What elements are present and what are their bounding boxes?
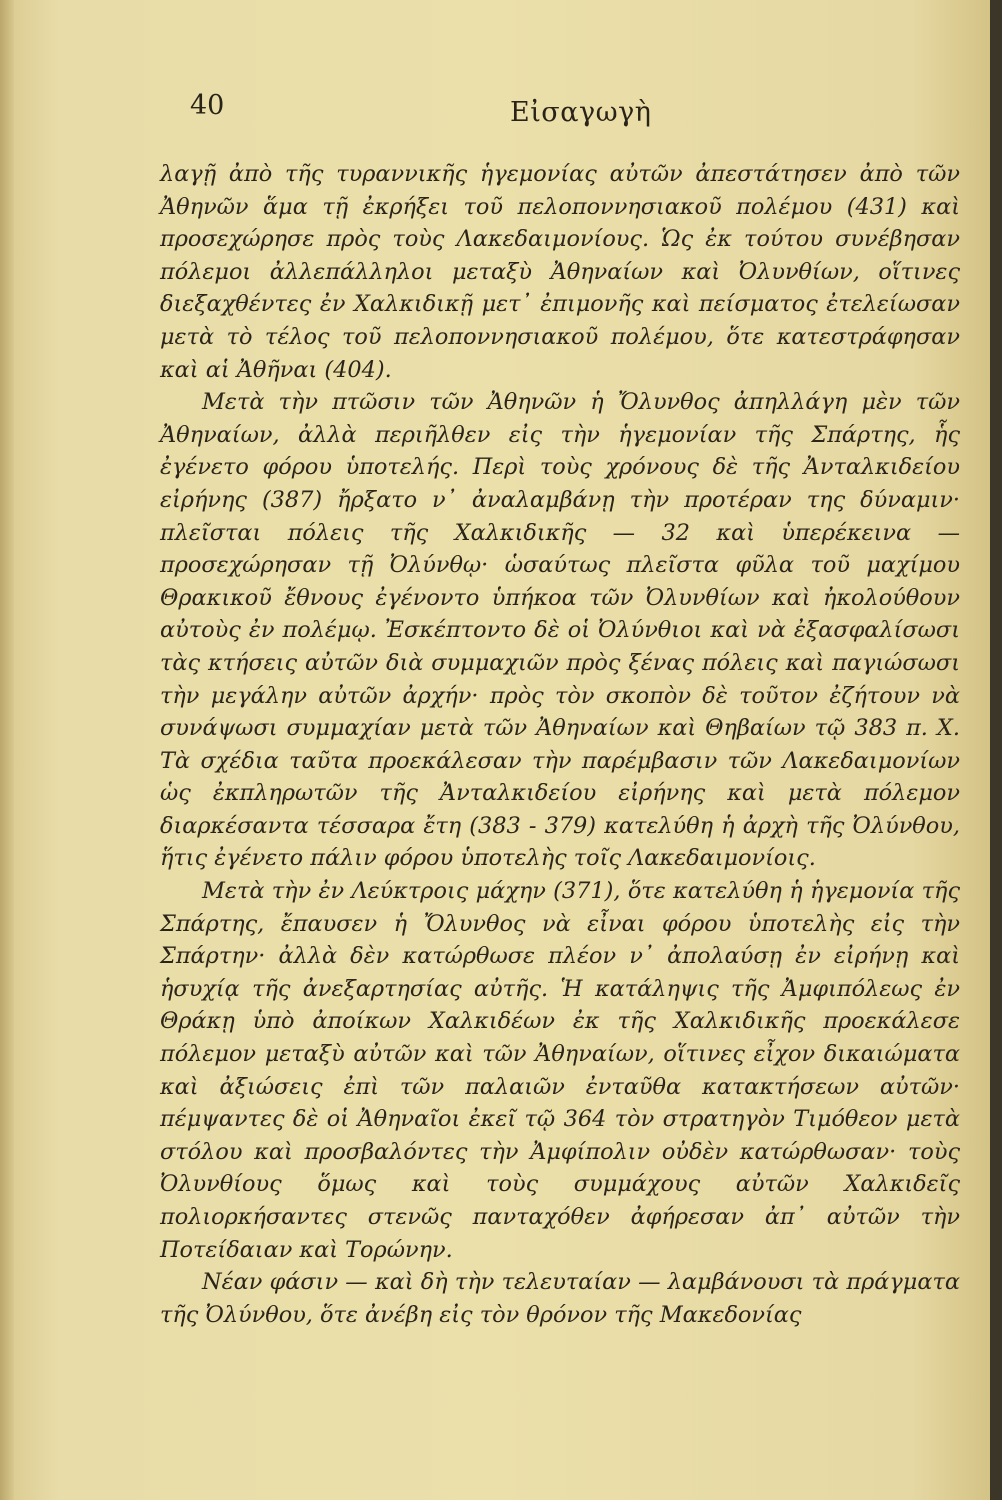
paragraph-3: Μετὰ τὴν ἐν Λεύκτροις μάχην (371), ὅτε κατελύθη ἡ ἡγεμονία τῆς Σπάρτης, ἔπαυσεν ἡ Ὄλυνθος νὰ εἶναι φόρου ὑποτελὴς εἰς τὴν Σπάρτην· ἀλλὰ δὲν κατώρθωσε πλέον ν᾽ ἀπολαύσῃ ἐν εἰρήνῃ καὶ ἡσυχίᾳ τῆς ἀνεξαρτησίας αὐτῆς. Ἡ κατάληψις τῆς Ἀμφιπόλεως ἐν Θράκῃ ὑπὸ ἀποίκων Χαλκιδέων ἐκ τῆς Χαλκιδικῆς προεκάλεσε πόλεμον μεταξὺ αὐτῶν καὶ τῶν Ἀθηναίων, οἵτινες εἶχον δικαιώματα καὶ ἀξιώσεις ἐπὶ τῶν παλαιῶν ἐνταῦθα κατακτήσεων αὐτῶν· πέμψαντες δὲ οἱ Ἀθηναῖοι ἐκεῖ τῷ 364 τὸν στρατηγὸν Τιμόθεον μετὰ στόλου καὶ προσβαλόντες τὴν Ἀμφίπολιν οὐδὲν κατώρθωσαν· τοὺς Ὀλυνθίους ὅμως καὶ τοὺς συμμάχους αὐτῶν Χαλκιδεῖς πολιορκήσαντες στενῶς πανταχόθεν ἀφήρεσαν ἀπ᾽ αὐτῶν τὴν Ποτείδαιαν καὶ Τορώνην. — [160, 878, 960, 1263]
paragraph-4: Νέαν φάσιν — καὶ δὴ τὴν τελευταίαν — λαμβάνουσι τὰ πράγματα τῆς Ὀλύνθου, ὅτε ἀνέβη εἰς τὸν θρόνον τῆς Μακεδονίας — [160, 1269, 960, 1328]
scan-edge — [990, 0, 1002, 1500]
page-number: 40 — [190, 90, 225, 121]
body-text — [160, 158, 960, 1331]
paragraph-2: Μετὰ τὴν πτῶσιν τῶν Ἀθηνῶν ἡ Ὄλυνθος ἀπηλλάγη μὲν τῶν Ἀθηναίων, ἀλλὰ περιῆλθεν εἰς τὴν ἡγεμονίαν τῆς Σπάρτης, ἧς ἐγένετο φόρου ὑποτελής. Περὶ τοὺς χρόνους δὲ τῆς Ἀνταλκιδείου εἰρήνης (387) ἤρξατο ν᾽ ἀναλαμβάνῃ τὴν προτέραν της δύναμιν· πλεῖσται πόλεις τῆς Χαλκιδικῆς — 32 καὶ ὑπερέκεινα — προσεχώρησαν τῇ Ὀλύνθῳ· ὡσαύτως πλεῖστα φῦλα τοῦ μαχίμου Θρακικοῦ ἔθνους ἐγένοντο ὑπήκοα τῶν Ὀλυνθίων καὶ ἠκολούθουν αὐτοὺς ἐν πολέμῳ. Ἐσκέπτοντο δὲ οἱ Ὀλύνθιοι καὶ νὰ ἐξασφαλίσωσι τὰς κτήσεις αὐτῶν διὰ συμμαχιῶν πρὸς ξένας πόλεις καὶ παγιώσωσι τὴν μεγάλην αὐτῶν ἀρχήν· πρὸς τὸν σκοπὸν δὲ τοῦτον ἐζήτουν νὰ συνάψωσι συμμαχίαν μετὰ τῶν Ἀθηναίων καὶ Θηβαίων τῷ 383 π. Χ. Τὰ σχέδια ταῦτα προεκάλεσαν τὴν παρέμβασιν τῶν Λακεδαιμονίων ὡς ἐκπληρωτῶν τῆς Ἀνταλκιδείου εἰρήνης καὶ μετὰ πόλεμον διαρκέσαντα τέσσαρα ἔτη (383 - 379) κατελύθη ἡ ἀρχὴ τῆς Ὀλύνθου, ἥτις ἐγένετο πάλιν φόρου ὑποτελὴς τοῖς Λακεδαιμονίοις. — [160, 389, 960, 872]
page-gutter — [0, 0, 14, 1500]
running-head: Εἰσαγωγὴ — [510, 97, 652, 128]
paragraph-1: λαγῇ ἀπὸ τῆς τυραννικῆς ἡγεμονίας αὐτῶν ἀπεστάτησεν ἀπὸ τῶν Ἀθηνῶν ἅμα τῇ ἐκρήξει τοῦ πελοποννησιακοῦ πολέμου (431) καὶ προσεχώρησε πρὸς τοὺς Λακεδαιμονίους. Ὡς ἐκ τούτου συνέβησαν πόλεμοι ἀλλεπάλληλοι μεταξὺ Ἀθηναίων καὶ Ὀλυνθίων, οἵτινες διεξαχθέντες ἐν Χαλκιδικῇ μετ᾽ ἐπιμονῆς καὶ πείσματος ἐτελείωσαν μετὰ τὸ τέλος τοῦ πελοποννησιακοῦ πολέμου, ὅτε κατεστράφησαν καὶ αἱ Ἀθῆναι (404). — [160, 161, 960, 383]
